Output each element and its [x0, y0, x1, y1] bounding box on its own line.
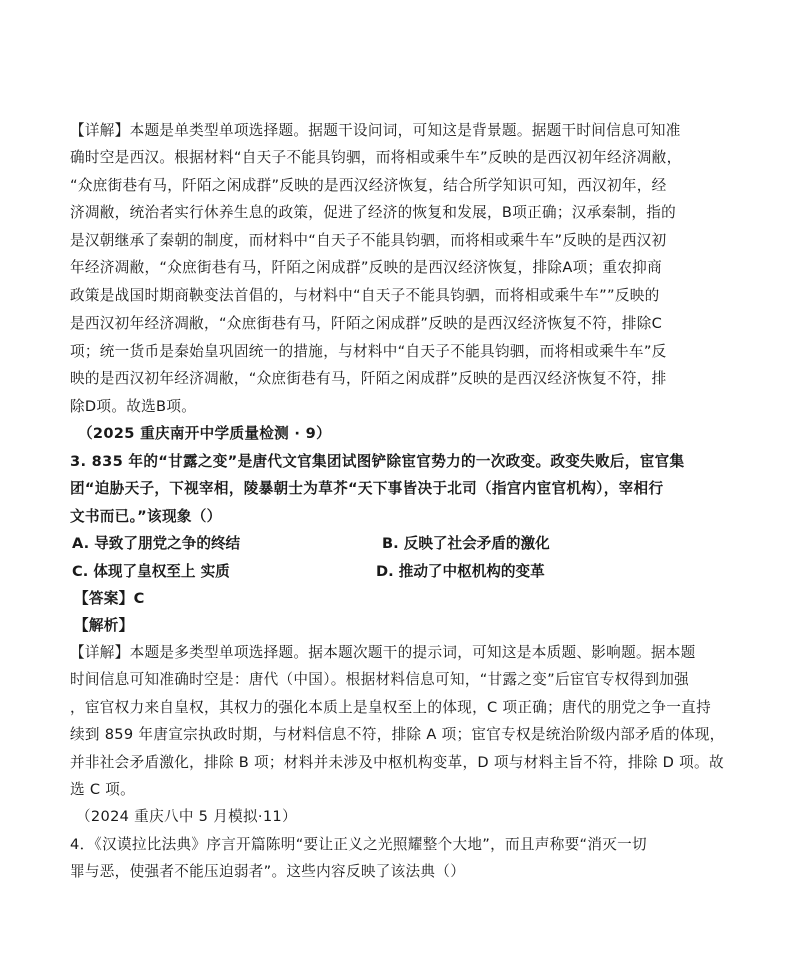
- explanation-line: 项；统一货币是秦始皇巩固统一的措施，与材料中“自天子不能具钧驷，而将相或乘牛车”反: [70, 343, 667, 360]
- question-stem-line: 罪与恶，使强者不能压迫弱者”。这些内容反映了该法典（）: [70, 863, 466, 880]
- question-stem-line: 文书而已。”该现象（）: [70, 508, 222, 525]
- explanation-line: 【详解】本题是多类型单项选择题。据本题次题干的提示词，可知这是本质题、影响题。据本题: [70, 644, 696, 661]
- explanation-line: 选 C 项。: [70, 781, 136, 798]
- question-source: （2024 重庆八中 5 月模拟·11）: [76, 808, 297, 825]
- explanation-line: 政策是战国时期商鞅变法首倡的，与材料中“自天子不能具钧驷，而将相或乘牛车””反映的: [70, 287, 660, 304]
- explanation-line: “众庶街巷有马，阡陌之闲成群”反映的是西汉经济恢复，结合所学知识可知，西汉初年，经: [70, 177, 667, 194]
- explanation-line: 时间信息可知准确时空是：唐代（中国）。根据材料信息可知，“甘露之变”后宦官专权得到加强: [70, 671, 690, 688]
- explanation-line: 年经济凋敝，“众庶街巷有马，阡陌之闲成群”反映的是西汉经济恢复，排除A项；重农抑商: [70, 259, 662, 276]
- explanation-line: 并非社会矛盾激化，排除 B 项；材料并未涉及中枢机构变革，D 项与材料主旨不符，排除 D 项。故: [70, 754, 724, 771]
- option-b: B. 反映了社会矛盾的激化: [382, 535, 550, 552]
- option-c: C. 体现了皇权至上 实质: [72, 563, 230, 580]
- question-source: （2025 重庆南开中学质量检测 · 9）: [78, 425, 331, 442]
- explanation-line: 是西汉初年经济凋敝，“众庶街巷有马，阡陌之闲成群”反映的是西汉经济恢复不符，排除C: [70, 315, 663, 332]
- explanation-line: 【详解】本题是单类型单项选择题。据题干设问词，可知这是背景题。据题干时间信息可知准: [70, 122, 681, 139]
- explanation-line: 续到 859 年唐宣宗执政时期，与材料信息不符，排除 A 项；宦官专权是统治阶级内部矛盾的体现，: [70, 726, 725, 743]
- answer-label: 【答案】C: [74, 590, 145, 607]
- question-stem-line: 4．《汉谟拉比法典》序言开篇陈明“要让正义之光照耀整个大地”，而且声称要“消灭一切: [70, 836, 647, 853]
- explanation-line: 济凋敝，统治者实行休养生息的政策，促进了经济的恢复和发展，B项正确；汉承秦制，指的: [70, 204, 677, 221]
- analysis-label: 【解析】: [74, 617, 134, 634]
- question-stem-line: 团“迫胁天子，下视宰相，陵暴朝士为草芥“天下事皆决于北司（指宫内宦官机构），宰相行: [70, 480, 664, 497]
- option-d: D. 推动了中枢机构的变革: [376, 563, 545, 580]
- explanation-line: ，宦官权力来自皇权，其权力的强化本质上是皇权至上的体现，C 项正确；唐代的朋党之争一直持: [70, 699, 711, 716]
- explanation-line: 是汉朝继承了秦朝的制度，而材料中“自天子不能具钧驷，而将相或乘牛车”反映的是西汉初: [70, 232, 667, 249]
- explanation-line: 确时空是西汉。根据材料“自天子不能具钧驷，而将相或乘牛车”反映的是西汉初年经济凋敝，: [70, 149, 682, 166]
- question-stem-line: 3. 835 年的“甘露之变”是唐代文官集团试图铲除宦官势力的一次政变。政变失败后，宦官集: [70, 453, 685, 470]
- explanation-line: 除D项。故选B项。: [70, 398, 197, 415]
- option-a: A. 导致了朋党之争的终结: [72, 535, 241, 552]
- explanation-line: 映的是西汉初年经济凋敝，“众庶街巷有马，阡陌之闲成群”反映的是西汉经济恢复不符，排: [70, 370, 667, 387]
